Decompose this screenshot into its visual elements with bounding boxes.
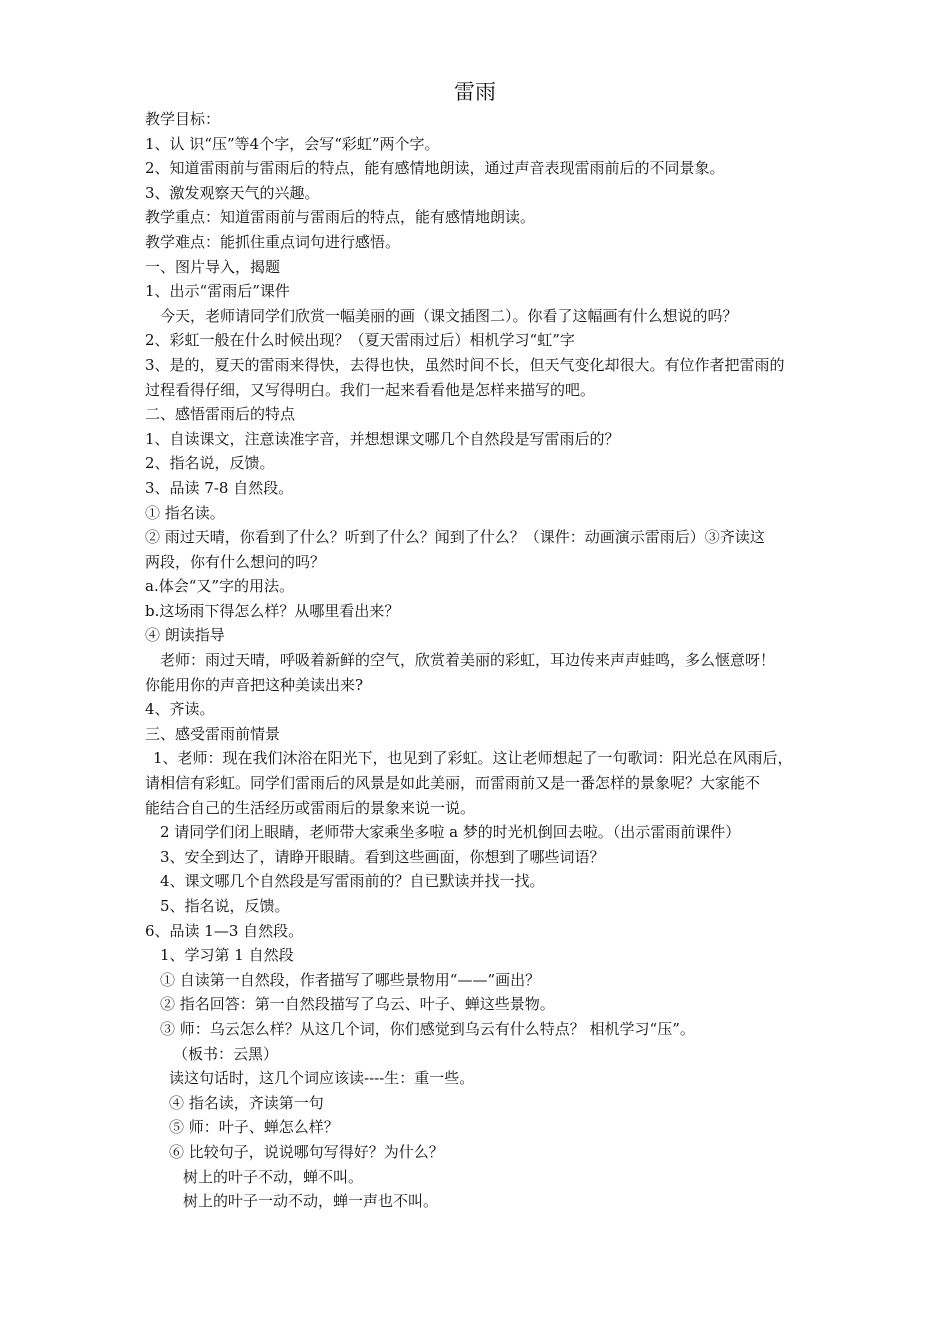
page-title: 雷雨 — [454, 80, 496, 104]
paragraph-line: ② 雨过天晴，你看到了什么？听到了什么？闻到了什么？（课件：动画演示雷雨后）③齐读这 — [145, 528, 765, 547]
paragraph-line: ④ 朗读指导 — [145, 626, 225, 645]
paragraph-line: 树上的叶子不动，蝉不叫。 — [183, 1167, 364, 1186]
paragraph-line: 3、品读 7-8 自然段。 — [145, 478, 294, 497]
paragraph-line: ① 自读第一自然段，作者描写了哪些景物用“——”画出？ — [160, 970, 541, 989]
paragraph-line: 1、自读课文，注意读准字音，并想想课文哪几个自然段是写雷雨后的？ — [145, 429, 620, 448]
paragraph-line: a.体会“又”字的用法。 — [145, 577, 295, 596]
paragraph-line: 请相信有彩虹。同学们雷雨后的风景是如此美丽，而雷雨前又是一番怎样的景象呢？大家能不 — [145, 774, 761, 793]
paragraph-line: ④ 指名读，齐读第一句 — [169, 1093, 324, 1112]
difficult-point: 教学难点：能抓住重点词句进行感悟。 — [145, 232, 401, 251]
key-point: 教学重点：知道雷雨前与雷雨后的特点，能有感情地朗读。 — [145, 208, 536, 227]
goal-item: 1、认 识“压”等4个字，会写“彩虹”两个字。 — [145, 134, 440, 153]
paragraph-line: 3、是的，夏天的雷雨来得快，去得也快，虽然时间不长，但天气变化却很大。有位作者把雷雨的 — [145, 355, 785, 374]
paragraph-line: 5、指名说，反馈。 — [160, 897, 290, 915]
paragraph-line: 2、指名说，反馈。 — [145, 454, 275, 473]
paragraph-line: b.这场雨下得怎么样？从哪里看出来？ — [145, 601, 400, 620]
paragraph-line: ⑥ 比较句子，说说哪句写得好？为什么？ — [169, 1142, 444, 1161]
goal-item: 3、激发观察天气的兴趣。 — [145, 183, 320, 202]
paragraph-line: 3、安全到达了，请睁开眼睛。看到这些画面，你想到了哪些词语？ — [160, 847, 605, 866]
paragraph-line: 4、课文哪几个自然段是写雷雨前的？自已默读并找一找。 — [160, 872, 545, 891]
paragraph-line: ① 指名读。 — [145, 503, 225, 522]
paragraph-line: 能结合自己的生活经历或雷雨后的景象来说一说。 — [145, 798, 476, 817]
document-body — [145, 107, 825, 1214]
paragraph-line: 2 请同学们闭上眼睛，老师带大家乘坐多啦 a 梦的时光机倒回去啦。（出示雷雨前课件） — [160, 823, 741, 842]
paragraph-line: ③ 师：乌云怎么样？从这几个词，你们感觉到乌云有什么特点？ 相机学习“压”。 — [160, 1019, 695, 1038]
paragraph-line: 1、学习第 1 自然段 — [160, 946, 294, 965]
paragraph-line: 老师：雨过天晴，呼吸着新鲜的空气，欣赏着美丽的彩虹，耳边传来声声蛙鸣，多么惬意呀！ — [160, 651, 776, 670]
paragraph-line: 你能用你的声音把这种美读出来? — [145, 675, 364, 694]
paragraph-line: 树上的叶子一动不动，蝉一声也不叫。 — [183, 1192, 439, 1211]
paragraph-line: （板书：云黑） — [173, 1044, 279, 1063]
paragraph-line: 6、品读 1—3 自然段。 — [145, 921, 304, 940]
section-heading: 一、图片导入，揭题 — [145, 257, 281, 276]
section-heading: 二、感悟雷雨后的特点 — [145, 405, 296, 424]
paragraph-line: 1、老师：现在我们沐浴在阳光下，也见到了彩虹。这让老师想起了一句歌词：阳光总在风雨后， — [153, 749, 793, 768]
paragraph-line: 过程看得仔细，又写得明白。我们一起来看看他是怎样来描写的吧。 — [145, 380, 596, 399]
goal-item: 2、知道雷雨前与雷雨后的特点，能有感情地朗读，通过声音表现雷雨前后的不同景象。 — [145, 159, 725, 178]
paragraph-line: 2、彩虹一般在什么时候出现？（夏天雷雨过后）相机学习“虹”字 — [145, 331, 575, 350]
section-label-goals: 教学目标： — [145, 110, 221, 128]
paragraph-line: 4、齐读。 — [145, 700, 215, 719]
paragraph-line: 今天，老师请同学们欣赏一幅美丽的画（课文插图二）。你看了这幅画有什么想说的吗？ — [160, 306, 738, 325]
paragraph-line: 1、出示“雷雨后”课件 — [145, 282, 290, 301]
paragraph-line: ⑤ 师：叶子、蝉怎么样？ — [169, 1118, 339, 1137]
paragraph-line: 读这句话时，这几个词应该读----生：重一些。 — [169, 1069, 475, 1088]
section-heading: 三、感受雷雨前情景 — [145, 724, 281, 743]
paragraph-line: ② 指名回答：第一自然段描写了乌云、叶子、蝉这些景物。 — [160, 995, 555, 1014]
paragraph-line: 两段，你有什么想问的吗？ — [145, 552, 326, 571]
